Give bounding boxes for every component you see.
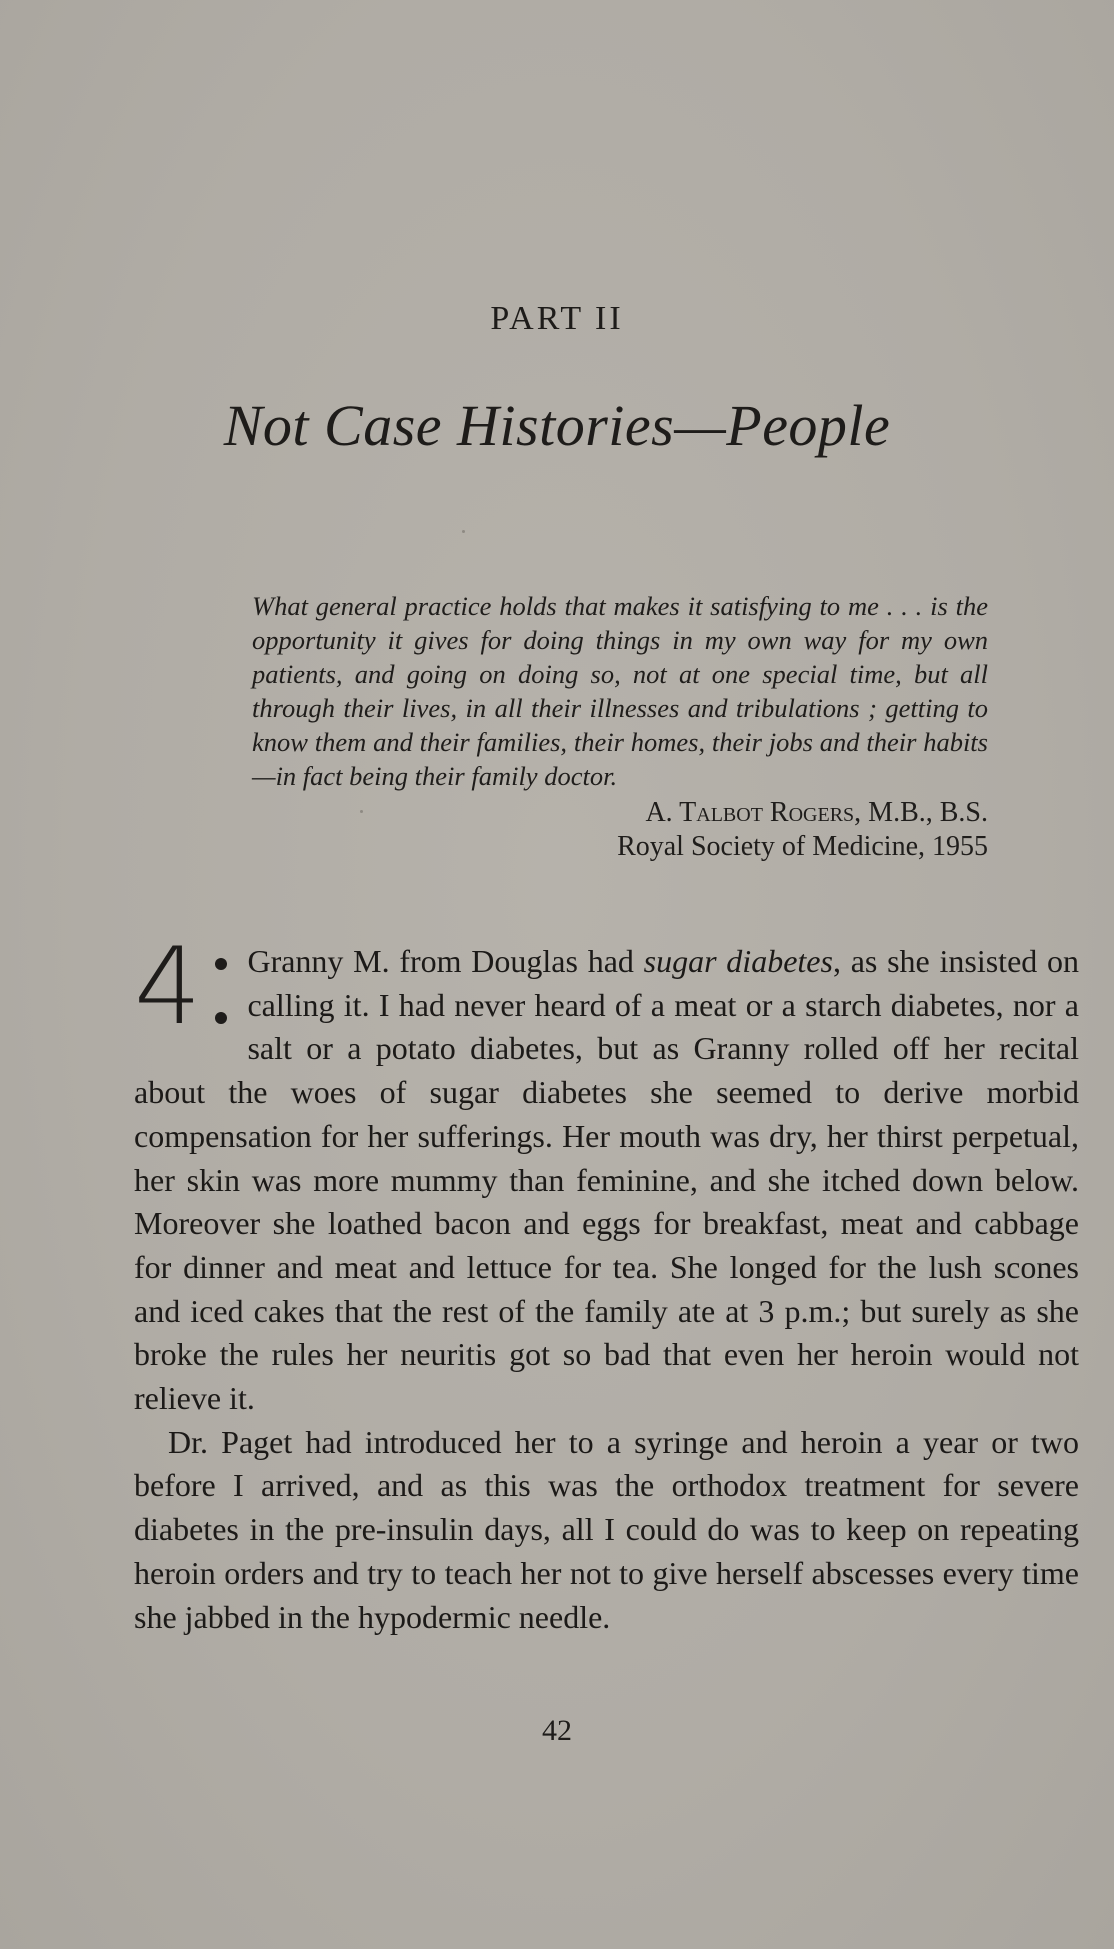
epigraph-attribution	[617, 796, 988, 864]
section-number	[134, 925, 227, 1048]
epigraph-text: What general practice holds that makes it satisfying to me . . . is the opportunity it gives for doing things in my own way for my own patients, and going on doing so, not at one special time, but all through their lives, in all their illnesses and tribulations ; getting to know them and their families, their homes, their jobs and their habits—in fact being their family doctor.	[252, 591, 988, 791]
chapter-title: Not Case Histories—People	[223, 393, 891, 458]
drop-cap-number: 4	[134, 925, 202, 1048]
page-number: 42	[542, 1714, 572, 1747]
part-heading: PART II	[490, 300, 624, 337]
colon-ornament-icon	[215, 958, 227, 1024]
epigraph	[252, 589, 988, 793]
epigraph-author: A. Talbot Rogers, M.B., B.S.	[645, 797, 988, 828]
paragraph-1	[134, 925, 1080, 1421]
paper-speck	[462, 530, 465, 533]
body-text	[134, 925, 1080, 1639]
paragraph-2: Dr. Paget had introduced her to a syringe and heroin a year or two before I arrived, and as this was the orthodox treatment for severe diabetes in the pre-insulin days, all I could do was to keep on repeating heroin orders and try to teach her not to give herself abscesses every time she jabbed in the hypodermic needle.	[134, 1423, 1079, 1635]
paragraph-1-rest: , as she insisted on calling it. I had never heard of a meat or a starch diabetes, nor a salt or a potato diabetes, but as Granny rolled off her recital about the woes of sugar diabetes she seemed to derive morbid compensation for her sufferings. Her mouth was dry, her thirst perpetual, her skin was more mummy than feminine, and she itched down below. Moreover she loathed bacon and eggs for breakfast, meat and cabbage for dinner and meat and lettuce for tea. She longed for the lush scones and iced cakes that the rest of the family ate at 3 p.m.; but surely as she broke the rules her neuritis got so bad that even her heroin would not relieve it.	[134, 943, 1080, 1417]
paper-speck	[360, 810, 363, 813]
paragraph-1-start: Granny M. from Douglas had	[247, 943, 644, 979]
epigraph-source: Royal Society of Medicine, 1955	[617, 831, 988, 862]
paragraph-1-italic: sugar diabetes	[643, 943, 833, 979]
